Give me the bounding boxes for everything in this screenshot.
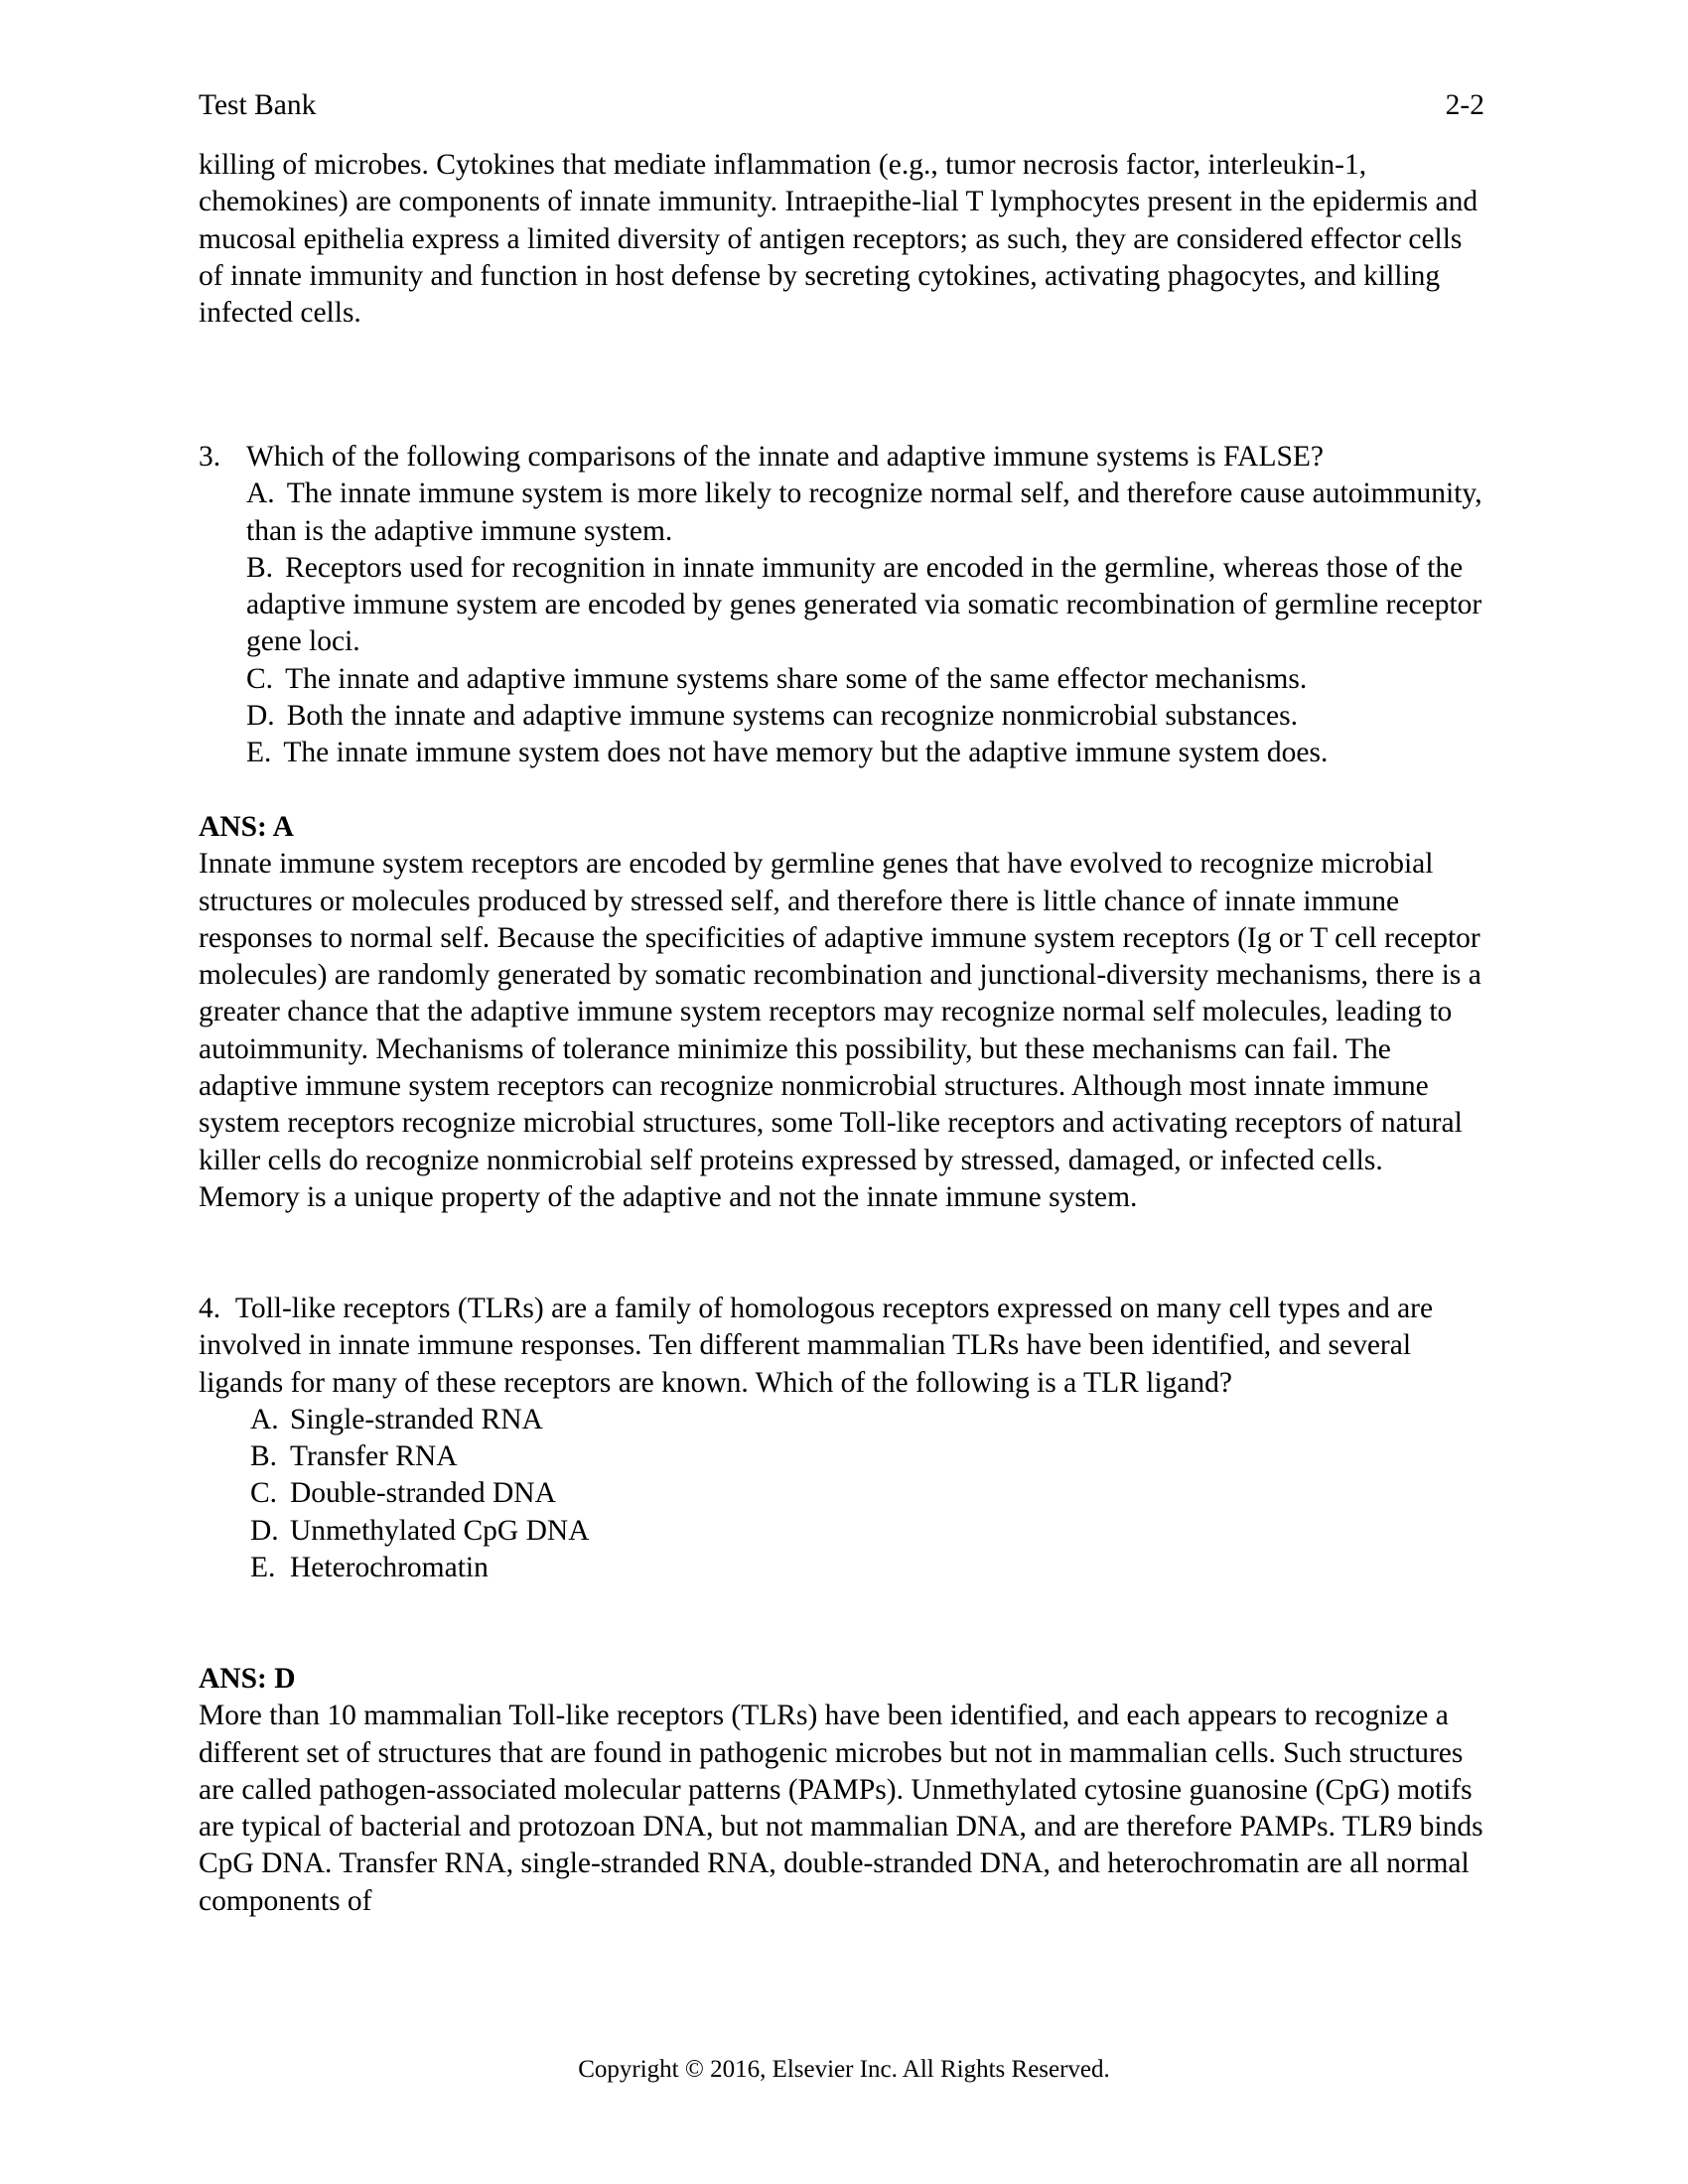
- question-4-stem-row: [199, 1291, 1484, 1402]
- question-3-stem-row: [199, 439, 1484, 476]
- option-a[interactable]: [250, 1402, 1484, 1438]
- option-d-letter: D.: [250, 1514, 279, 1547]
- question-3-number: 3.: [199, 441, 221, 473]
- page-header: [199, 91, 1484, 121]
- header-title: Test Bank: [199, 89, 317, 121]
- option-d-text: Unmethylated CpG DNA: [290, 1514, 590, 1547]
- question-4-options: [250, 1402, 1484, 1586]
- option-a-text: Single-stranded RNA: [290, 1403, 543, 1435]
- option-a-text: The innate immune system is more likely to recognize normal self, and therefore cause autoimmunity, than is the adaptive immune system.: [246, 478, 1482, 547]
- option-c-letter: C.: [246, 662, 274, 695]
- option-b-text: Receptors used for recognition in innate immunity are encoded in the germline, whereas those of the adaptive immune system are encoded by genes generated via somatic recombination of germline receptor gene loci.: [246, 551, 1482, 658]
- question-3-stem: Which of the following comparisons of the innate and adaptive immune systems is FALSE?: [246, 441, 1325, 473]
- option-c-letter: C.: [250, 1477, 278, 1510]
- question-3-block: [199, 439, 1484, 772]
- option-b-text: Transfer RNA: [290, 1440, 458, 1473]
- page-footer: [0, 2055, 1688, 2085]
- question-4-number: 4.: [199, 1293, 221, 1324]
- option-b-letter: B.: [246, 551, 274, 584]
- option-d[interactable]: [246, 698, 1484, 735]
- intro-paragraph: killing of microbes. Cytokines that mediate inflammation (e.g., tumor necrosis factor, interleukin-1, chemokines) are components of innate immunity. Intraepithe-lial T lymphocytes present in the epidermis and mucosal epithelia express a limited diversity of antigen receptors; as such, they are considered effector cells of innate immunity and function in host defense by secreting cytokines, activating phagocytes, and killing infected cells.: [199, 149, 1478, 330]
- answer-3-block: [199, 809, 1484, 1216]
- option-a-letter: A.: [250, 1403, 279, 1435]
- option-a-letter: A.: [246, 478, 275, 510]
- answer-3-heading: ANS: A: [199, 811, 294, 843]
- option-d-text: Both the innate and adaptive immune systems can recognize nonmicrobial substances.: [286, 700, 1298, 733]
- option-e-letter: E.: [250, 1552, 276, 1584]
- option-b[interactable]: [246, 550, 1484, 661]
- question-4-stem: Toll-like receptors (TLRs) are a family of homologous receptors expressed on many cell types and are involved in innate immune responses. Ten different mammalian TLRs have been identified, and several ligands for many of these receptors are known. Which of the following is a TLR ligand?: [199, 1293, 1434, 1399]
- intro-paragraph-block: [199, 147, 1484, 332]
- copyright-notice: Copyright © 2016, Elsevier Inc. All Rights Reserved.: [578, 2056, 1110, 2083]
- option-d[interactable]: [250, 1513, 1484, 1550]
- option-b-letter: B.: [250, 1440, 278, 1473]
- option-e[interactable]: [250, 1550, 1484, 1586]
- option-e-text: Heterochromatin: [290, 1552, 489, 1584]
- option-a[interactable]: [246, 476, 1484, 550]
- option-c-text: Double-stranded DNA: [290, 1477, 556, 1510]
- answer-4-heading: ANS: D: [199, 1663, 296, 1695]
- header-page-number: 2-2: [1445, 89, 1484, 121]
- option-e[interactable]: [246, 735, 1484, 771]
- option-d-letter: D.: [246, 700, 275, 733]
- option-e-text: The innate immune system does not have memory but the adaptive immune system does.: [283, 737, 1329, 769]
- answer-4-block: [199, 1661, 1484, 1920]
- option-c-text: The innate and adaptive immune systems share some of the same effector mechanisms.: [285, 662, 1308, 695]
- option-b[interactable]: [250, 1438, 1484, 1475]
- answer-3-explanation: Innate immune system receptors are encoded by germline genes that have evolved to recognize microbial structures or molecules produced by stressed self, and therefore there is little chance of innate immune responses to normal self. Because the specificities of adaptive immune system receptors (Ig or T cell receptor molecules) are randomly generated by somatic recombination and junctional-diversity mechanisms, there is a greater chance that the adaptive immune system receptors may recognize normal self molecules, leading to autoimmunity. Mechanisms of tolerance minimize this possibility, but these mechanisms can fail. The adaptive immune system receptors can recognize nonmicrobial structures. Although most innate immune system receptors recognize microbial structures, some Toll-like receptors and activating receptors of natural killer cells do recognize nonmicrobial self proteins expressed by stressed, damaged, or infected cells. Memory is a unique property of the adaptive and not the innate immune system.: [199, 848, 1481, 1213]
- option-c[interactable]: [246, 661, 1484, 698]
- option-e-letter: E.: [246, 737, 272, 769]
- option-c[interactable]: [250, 1475, 1484, 1512]
- question-3-options: [246, 476, 1484, 771]
- question-4-block: [199, 1291, 1484, 1586]
- answer-4-explanation: More than 10 mammalian Toll-like receptors (TLRs) have been identified, and each appears to recognize a different set of structures that are found in pathogenic microbes but not in mammalian cells. Such structures are called pathogen-associated molecular patterns (PAMPs). Unmethylated cytosine guanosine (CpG) motifs are typical of bacterial and protozoan DNA, but not mammalian DNA, and are therefore PAMPs. TLR9 binds CpG DNA. Transfer RNA, single-stranded RNA, double-stranded DNA, and heterochromatin are all normal components of: [199, 1700, 1483, 1917]
